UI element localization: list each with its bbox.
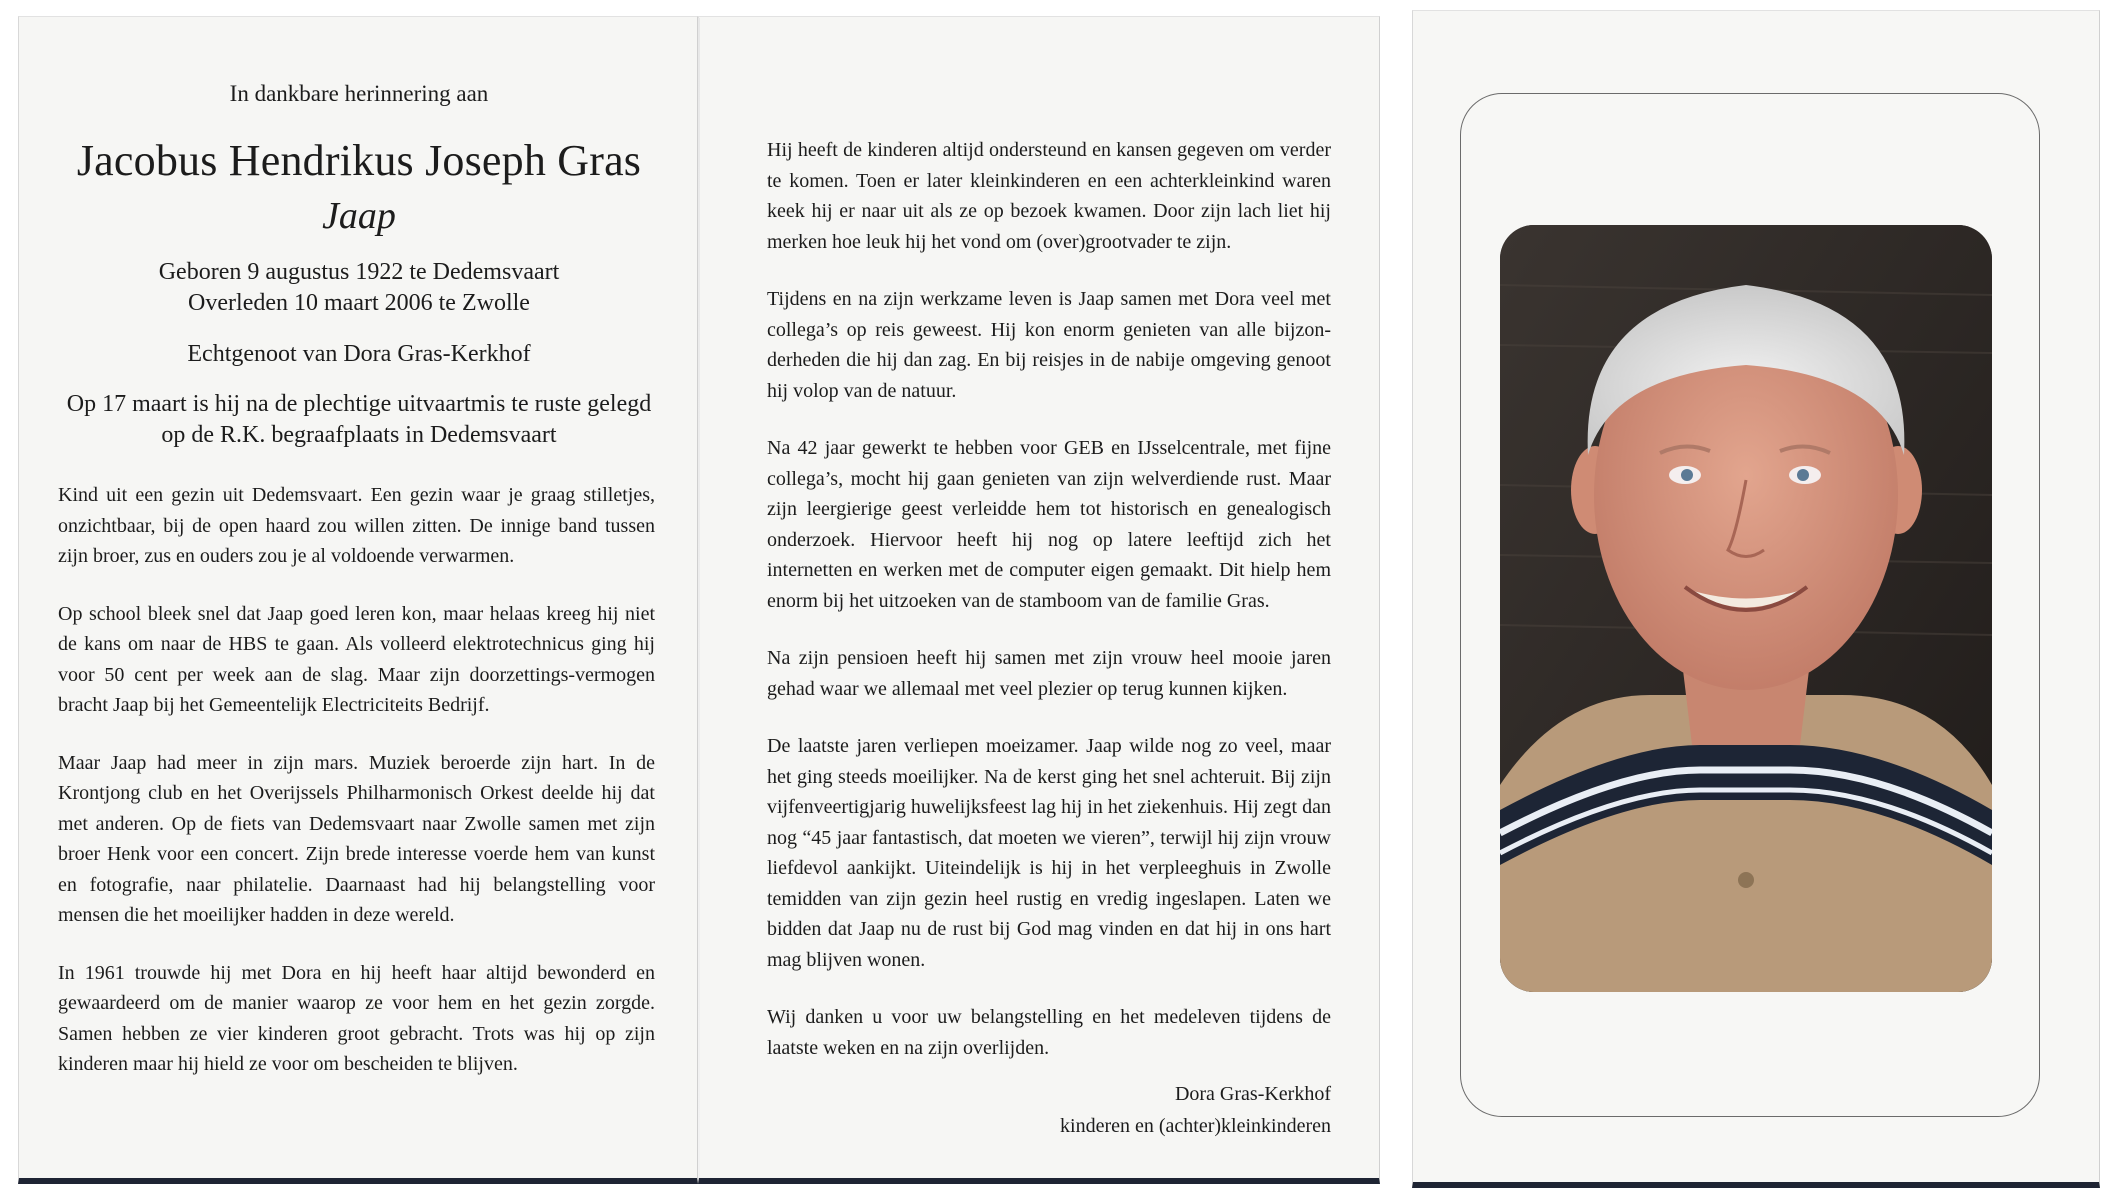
left-paragraph: Maar Jaap had meer in zijn mars. Muziek beroerde zijn hart. In de Krontjong club en het Overijssels Philharmonisch Orkest deelde hij dat met anderen. Op de fiets van Dedemsvaart naar Zwolle samen met zijn broer Henk voor een concert. Zijn brede interesse voerde hem van kunst en fotografie, naar philatelie. Daarnaast had hij belangstelling voor mensen die het moeilijker hadden in deze wereld. <box>58 751 655 926</box>
middle-page <box>698 16 1380 1184</box>
left-body-text <box>58 480 655 1080</box>
middle-paragraph: De laatste jaren verliepen moeizamer. Jaap wilde nog zo veel, maar het ging steeds moeilijker. Na de kerst ging het snel achteruit. Bij zijn vijfenveertigjarig huwelijksfeest lag hij in het ziekenhuis. Hij zegt dan nog “45 jaar fantastisch, dat moeten we vieren”, terwijl hij zijn vrouw liefdevol aankijkt. Uiteindelijk is hij in het verpleeghuis in Zwolle temidden van zijn gezin heel rustig en vredig ingeslapen. Laten we bidden dat Jaap nu de rust bij God mag vinden en dat hij in ons hart mag blijven wonen. <box>767 735 1331 971</box>
death-line: Overleden 10 maart 2006 te Zwolle <box>188 290 530 316</box>
life-dates <box>59 257 659 319</box>
left-paragraph: Op school bleek snel dat Jaap goed leren kon, maar helaas kreeg hij niet de kans om naar de HBS te gaan. Als volleerd elektrotechnicus ging hij voor 50 cent per week aan de slag. Maar zijn doorzettings-vermogen bracht Jaap bij het Gemeentelijk Electriciteits Bedrijf. <box>58 602 655 716</box>
intro-text: In dankbare herinnering aan <box>229 81 489 106</box>
nickname: Jaap <box>322 195 396 237</box>
middle-body-text <box>767 135 1331 1063</box>
middle-paragraph: Na zijn pensioen heeft hij samen met zijn vrouw heel mooie jaren gehad waar we allemaal met veel plezier op terug kunnen kijken. <box>767 647 1331 700</box>
fold-crease <box>698 18 700 1178</box>
burial-line-1: Op 17 maart is hij na de plechtige uitvaartmis te ruste gelegd <box>66 391 652 417</box>
birth-line: Geboren 9 augustus 1922 te Dedemsvaart <box>158 259 560 285</box>
portrait-drawing <box>1500 225 1992 992</box>
photo-card <box>1412 10 2100 1188</box>
spouse-line: Echtgenoot van Dora Gras-Kerkhof <box>187 341 531 367</box>
left-paragraph: Kind uit een gezin uit Dedemsvaart. Een gezin waar je graag stilletjes, onzichtbaar, bij de open haard zou willen zitten. De innige band tussen zijn broer, zus en ouders zou je al voldoende verwarmen. <box>58 484 655 567</box>
middle-paragraph: Hij heeft de kinderen altijd ondersteund en kansen gegeven om verder te komen. Toen er later kleinkinderen en een achterkleinkind waren keek hij er naar uit als ze op bezoek kwamen. Door zijn lach liet hij merken hoe leuk hij het vond om (over)grootvader te zijn. <box>767 139 1331 253</box>
portrait-photo-icon <box>1500 225 1992 992</box>
burial-line-2: op de R.K. begraafplaats in Dedemsvaart <box>161 422 557 448</box>
signature-name: Dora Gras-Kerkhof <box>1174 1083 1331 1105</box>
middle-paragraph: Na 42 jaar gewerkt te hebben voor GEB en IJsselcentrale, met fijne collega’s, mocht hij gaan genieten van zijn welverdiende rust. Maar zijn leergierige geest verleidde hem tot historisch en genealogisch onderzoek. Hiervoor heeft hij nog op latere leeftijd zich het internetten en werken met de computer eigen gemaakt. Dit hielp hem enorm bij het uitzoeken van de stamboom van de familie Gras. <box>767 437 1331 612</box>
left-paragraph: In 1961 trouwde hij met Dora en hij heeft haar altijd bewonderd en gewaardeerd om de manier waarop ze voor hem en het gezin zorgde. Samen hebben ze vier kinderen groot gebracht. Trots was hij op zijn kinderen maar hij hield ze voor om bescheiden te blijven. <box>58 961 655 1075</box>
left-page <box>18 16 698 1184</box>
middle-paragraph: Tijdens en na zijn werkzame leven is Jaap samen met Dora veel met collega’s op reis geweest. Hij kon enorm genieten van alle bijzon-derheden die hij dan zag. En bij reisjes in de nabije omgeving genoot hij volop van de natuur. <box>767 288 1331 402</box>
burial-text <box>59 389 659 451</box>
middle-paragraph: Wij danken u voor uw belangstelling en het medeleven tijdens de laatste weken en na zijn overlijden. <box>767 1006 1331 1059</box>
signature-family: kinderen en (achter)kleinkinderen <box>1060 1115 1331 1137</box>
deceased-name: Jacobus Hendrikus Joseph Gras <box>76 136 642 185</box>
